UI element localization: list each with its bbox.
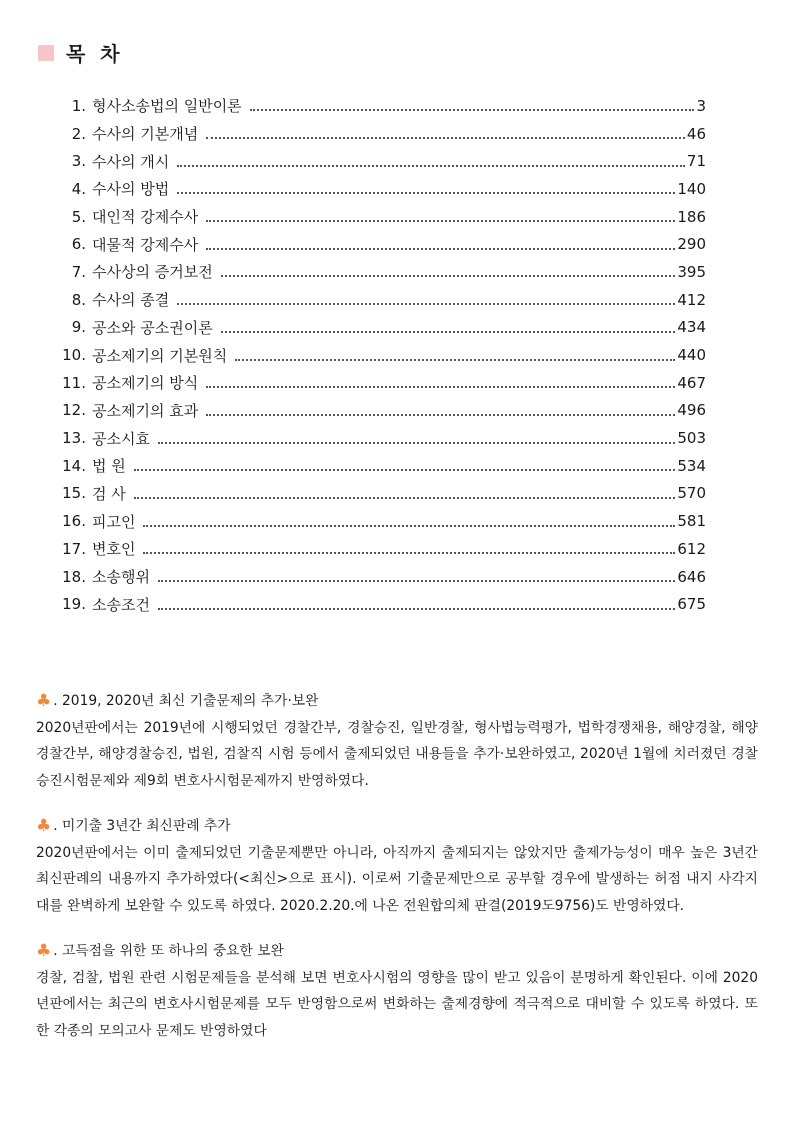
dot-leader	[206, 219, 675, 222]
toc-entry[interactable]	[56, 590, 706, 618]
note-body: 2020년판에서는 이미 출제되었던 기출문제뿐만 아니라, 아직까지 출제되지는 않았지만 출제가능성이 매우 높은 3년간 최신판례의 내용까지 추가하였다(<최신>으로 표시). 이로써 기출문제만으로 공부할 경우에 발생하는 허점 내지 사각지대를 완벽하게 보완할 수 있도록 하였다. 2020.2.20.에 나온 전원합의체 판결(2019도9756)도 반영하였다.	[36, 844, 758, 914]
toc-entry-page: 581	[677, 512, 706, 531]
toc-entry-number: 1.	[71, 96, 86, 115]
toc-entry-title: 대물적 강제수사	[92, 235, 199, 254]
dot-leader	[177, 302, 675, 305]
toc-entry-title: 공소제기의 방식	[92, 374, 199, 393]
toc-entry-page: 467	[677, 373, 706, 392]
toc-entry-page: 3	[696, 96, 706, 115]
dot-leader	[134, 468, 676, 471]
toc-entry[interactable]	[56, 286, 706, 314]
toc-entry-number: 12.	[62, 401, 86, 420]
note-body: 2020년판에서는 2019년에 시행되었던 경찰간부, 경찰승진, 일반경찰, 형사법능력평가, 법학경쟁채용, 해양경찰, 해양경찰간부, 해양경찰승진, 법원, 검찰직 시험 등에서 출제되었던 내용들을 추가·보완하였고, 2020년 1월에 치러졌던 경찰승진시험문제와 제9회 변호사시험문제까지 반영하였다.	[36, 719, 758, 789]
toc-list	[56, 92, 706, 618]
dot-leader	[134, 496, 676, 499]
toc-entry[interactable]	[56, 203, 706, 231]
dot-leader	[177, 164, 685, 167]
club-icon: ♣	[36, 940, 52, 961]
toc-entry[interactable]	[56, 563, 706, 591]
toc-entry[interactable]	[56, 120, 706, 148]
toc-entry-number: 14.	[62, 456, 86, 475]
toc-entry-number: 11.	[62, 373, 86, 392]
toc-title: 목 차	[66, 42, 124, 66]
toc-entry[interactable]	[56, 341, 706, 369]
dot-leader	[206, 385, 675, 388]
dot-leader	[158, 441, 675, 444]
toc-entry-number: 2.	[71, 124, 86, 143]
toc-heading	[38, 38, 124, 67]
toc-entry-number: 15.	[62, 484, 86, 503]
toc-entry[interactable]	[56, 424, 706, 452]
toc-entry-title: 수사의 기본개념	[92, 125, 199, 144]
toc-entry-page: 440	[677, 346, 706, 365]
dot-leader	[221, 330, 676, 333]
note-heading: . 고득점을 위한 또 하나의 중요한 보완	[53, 943, 284, 959]
note-section	[36, 688, 758, 794]
toc-entry-page: 46	[686, 124, 706, 143]
note-section	[36, 938, 758, 1044]
toc-entry-number: 18.	[62, 567, 86, 586]
toc-entry-title: 공소제기의 기본원칙	[92, 346, 228, 365]
toc-entry-page: 503	[677, 429, 706, 448]
notes-section	[36, 688, 758, 1063]
note-heading-row	[36, 813, 758, 840]
toc-entry[interactable]	[56, 175, 706, 203]
toc-entry-page: 434	[677, 318, 706, 337]
note-heading-row	[36, 688, 758, 715]
toc-entry[interactable]	[56, 258, 706, 286]
pink-square-icon	[38, 45, 54, 61]
dot-leader	[143, 551, 675, 554]
toc-entry-page: 570	[677, 484, 706, 503]
toc-entry[interactable]	[56, 369, 706, 397]
toc-entry-title: 소송행위	[92, 568, 150, 587]
toc-entry-title: 소송조건	[92, 595, 150, 614]
toc-entry[interactable]	[56, 230, 706, 258]
toc-entry-title: 공소와 공소권이론	[92, 318, 213, 337]
toc-entry-number: 3.	[71, 152, 86, 171]
dot-leader	[158, 579, 675, 582]
dot-leader	[206, 247, 675, 250]
toc-entry-title: 검 사	[92, 484, 126, 503]
toc-entry-title: 공소제기의 효과	[92, 401, 199, 420]
toc-entry-number: 7.	[71, 262, 86, 281]
toc-entry-number: 16.	[62, 512, 86, 531]
toc-entry-page: 646	[677, 567, 706, 586]
toc-entry-page: 395	[677, 262, 706, 281]
dot-leader	[206, 413, 675, 416]
toc-entry-number: 13.	[62, 429, 86, 448]
note-heading: . 미기출 3년간 최신판례 추가	[53, 818, 231, 834]
dot-leader	[250, 108, 695, 111]
club-icon: ♣	[36, 815, 52, 836]
dot-leader	[206, 136, 685, 139]
toc-entry-title: 수사의 종결	[92, 291, 170, 310]
toc-entry[interactable]	[56, 480, 706, 508]
toc-entry[interactable]	[56, 507, 706, 535]
toc-entry-page: 496	[677, 401, 706, 420]
toc-entry-title: 수사상의 증거보전	[92, 263, 213, 282]
toc-entry[interactable]	[56, 397, 706, 425]
toc-entry-number: 10.	[62, 346, 86, 365]
toc-entry[interactable]	[56, 535, 706, 563]
toc-entry-title: 형사소송법의 일반이론	[92, 97, 242, 116]
toc-entry-page: 71	[686, 152, 706, 171]
note-heading-row	[36, 938, 758, 965]
toc-entry[interactable]	[56, 147, 706, 175]
toc-entry-number: 8.	[71, 290, 86, 309]
toc-entry-page: 290	[677, 235, 706, 254]
note-heading: . 2019, 2020년 최신 기출문제의 추가·보완	[53, 693, 319, 709]
toc-entry-number: 6.	[71, 235, 86, 254]
toc-entry-title: 대인적 강제수사	[92, 208, 199, 227]
toc-entry-number: 4.	[71, 179, 86, 198]
dot-leader	[221, 274, 676, 277]
toc-entry-number: 17.	[62, 539, 86, 558]
dot-leader	[177, 191, 675, 194]
toc-entry-title: 수사의 방법	[92, 180, 170, 199]
toc-entry-title: 법 원	[92, 457, 126, 476]
note-body: 경찰, 검찰, 법원 관련 시험문제들을 분석해 보면 변호사시험의 영향을 많이 받고 있음이 분명하게 확인된다. 이에 2020년판에서는 최근의 변호사시험문제를 모두 반영함으로써 변화하는 출제경향에 적극적으로 대비할 수 있도록 하였다. 또한 각종의 모의고사 문제도 반영하였다	[36, 969, 758, 1039]
dot-leader	[143, 524, 675, 527]
toc-entry-title: 피고인	[92, 512, 136, 531]
toc-entry-title: 변호인	[92, 540, 136, 559]
toc-entry-number: 9.	[71, 318, 86, 337]
toc-entry[interactable]	[56, 452, 706, 480]
toc-entry-number: 5.	[71, 207, 86, 226]
toc-entry-page: 412	[677, 290, 706, 309]
toc-entry[interactable]	[56, 314, 706, 342]
toc-entry-number: 19.	[62, 595, 86, 614]
toc-entry-page: 186	[677, 207, 706, 226]
dot-leader	[158, 607, 675, 610]
note-section	[36, 813, 758, 919]
toc-entry-title: 수사의 개시	[92, 152, 170, 171]
toc-entry-page: 612	[677, 539, 706, 558]
club-icon: ♣	[36, 690, 52, 711]
toc-entry[interactable]	[56, 92, 706, 120]
toc-entry-page: 140	[677, 179, 706, 198]
toc-entry-page: 675	[677, 595, 706, 614]
toc-entry-page: 534	[677, 456, 706, 475]
dot-leader	[235, 358, 675, 361]
toc-entry-title: 공소시효	[92, 429, 150, 448]
